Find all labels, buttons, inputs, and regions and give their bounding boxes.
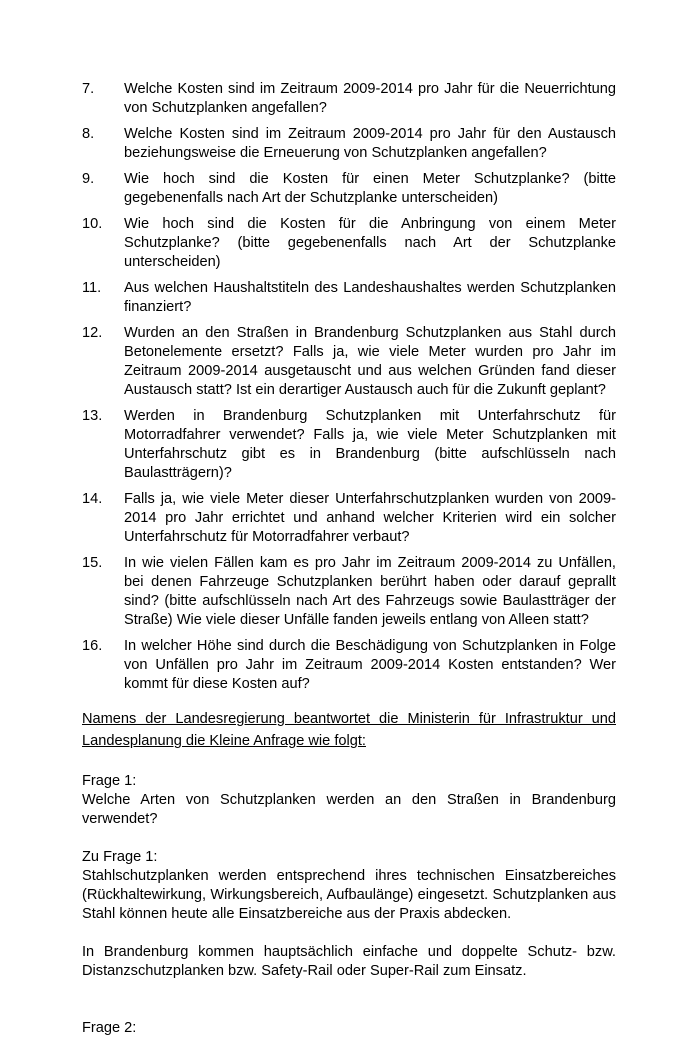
question-number: 14. [82, 491, 103, 507]
antwort-1-text-2: In Brandenburg kommen hauptsächlich einfache und doppelte Schutz- bzw. Distanzschutzplanken bzw. Safety-Rail oder Super-Rail zum Einsatz. [82, 944, 616, 979]
question-item [82, 637, 616, 694]
question-item [82, 125, 616, 163]
question-number: 16. [82, 638, 103, 654]
question-item [82, 324, 616, 400]
question-text: Werden in Brandenburg Schutzplanken mit Unterfahrschutz für Motorradfahrer verwendet? Falls ja, wie viele Meter Schutzplanken mit Unterfahrschutz gibt es in Brandenburg (bitte aufschlüsseln nach Baulastträgern)? [124, 408, 616, 481]
question-item [82, 170, 616, 208]
answer-intro: Namens der Landesregierung beantwortet die Ministerin für Infrastruktur und Landesplanung die Kleine Anfrage wie folgt: [82, 711, 616, 749]
question-number: 13. [82, 408, 103, 424]
question-text: In wie vielen Fällen kam es pro Jahr im Zeitraum 2009-2014 zu Unfällen, bei denen Fahrzeuge Schutzplanken berührt haben oder darauf geprallt sind? (bitte aufschlüsseln nach Art des Fahrzeugs sowie Baulastträger der Straße) Wie viele dieser Unfälle fanden jeweils entlang von Alleen statt? [124, 555, 616, 628]
question-number: 10. [82, 216, 103, 232]
question-text: Welche Kosten sind im Zeitraum 2009-2014 pro Jahr für die Neuerrichtung von Schutzplanken angefallen? [124, 81, 616, 116]
question-text: Wurden an den Straßen in Brandenburg Schutzplanken aus Stahl durch Betonelemente ersetzt? Falls ja, wie viele Meter wurden pro Jahr im Zeitraum 2009-2014 ausgetauscht und aus welchen Gründen fand dieser Austausch statt? Ist ein derartiger Austausch auch für die Zukunft geplant? [124, 325, 616, 398]
question-number: 11. [82, 280, 102, 296]
question-text: In welcher Höhe sind durch die Beschädigung von Schutzplanken in Folge von Unfällen pro Jahr im Zeitraum 2009-2014 Kosten entstanden? Wer kommt für diese Kosten auf? [124, 638, 616, 692]
frage-1-label: Frage 1: [82, 773, 137, 789]
frage-1-text: Welche Arten von Schutzplanken werden an den Straßen in Brandenburg verwendet? [82, 792, 616, 827]
question-item [82, 80, 616, 118]
question-item [82, 215, 616, 272]
antwort-1-label: Zu Frage 1: [82, 849, 158, 865]
question-number: 7. [82, 81, 95, 97]
question-text: Wie hoch sind die Kosten für die Anbringung von einem Meter Schutzplanke? (bitte gegebenenfalls nach Art der Schutzplanke unterscheiden) [124, 216, 616, 270]
antwort-1-text: Stahlschutzplanken werden entsprechend ihres technischen Einsatzbereiches (Rückhaltewirkung, Wirkungsbereich, Aufbaulänge) eingesetzt. Schutzplanken aus Stahl können heute alle Einsatzbereiche aus der Praxis abdecken. [82, 868, 616, 922]
question-item [82, 407, 616, 483]
question-item [82, 554, 616, 630]
question-list [82, 80, 616, 694]
question-text: Wie hoch sind die Kosten für einen Meter Schutzplanke? (bitte gegebenenfalls nach Art der Schutzplanke unterscheiden) [124, 171, 616, 206]
question-number: 15. [82, 555, 103, 571]
question-text: Welche Kosten sind im Zeitraum 2009-2014 pro Jahr für den Austausch beziehungsweise die Erneuerung von Schutzplanken angefallen? [124, 126, 616, 161]
question-text: Falls ja, wie viele Meter dieser Unterfahrschutzplanken wurden von 2009-2014 pro Jahr errichtet und anhand welcher Kriterien wird ein solcher Unterfahrschutz für Motorradfahrer verbaut? [124, 491, 616, 545]
question-item [82, 279, 616, 317]
question-number: 9. [82, 171, 95, 187]
question-number: 8. [82, 126, 95, 142]
question-item [82, 490, 616, 547]
question-text: Aus welchen Haushaltstiteln des Landeshaushaltes werden Schutzplanken finanziert? [124, 280, 616, 315]
frage-2-label: Frage 2: [82, 1020, 137, 1036]
document-page [82, 80, 616, 1038]
question-number: 12. [82, 325, 103, 341]
